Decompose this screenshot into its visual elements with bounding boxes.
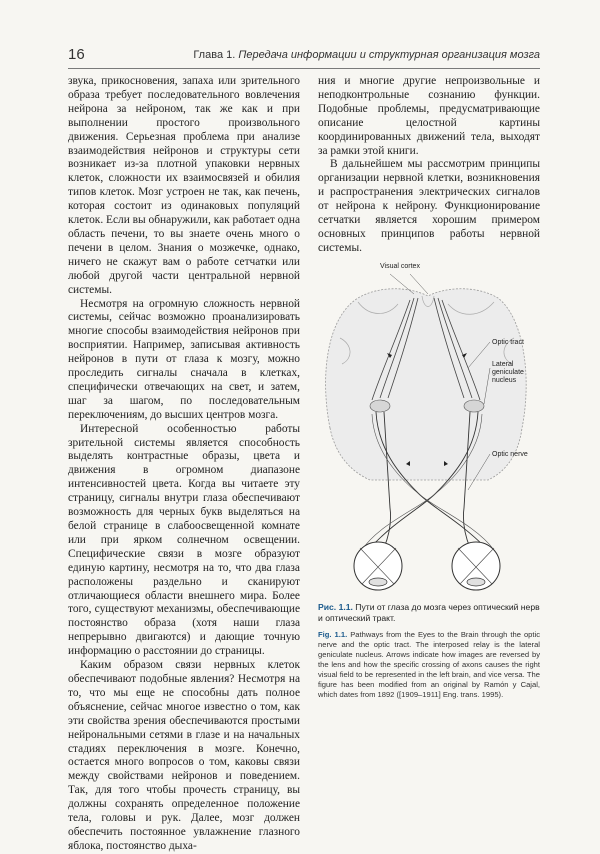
label-optic-tract: Optic tract: [492, 339, 524, 346]
right-lens: [467, 578, 485, 586]
chapter-title: Передача информации и структурная организация мозга: [238, 49, 540, 61]
paragraph: Каким образом связи нервных клеток обеспечивают подобные явления? Несмотря на то, что мы еще не способны дать полное объяснение, сейчас многое известно о том, как эти свойства зрения обеспечиваются простыми нейрональными сетями в глазе и на начальных стадиях переключения в мозге. Конечно, остается много вопросов о том, каковы связи между свойствами нейронов и поведением. Так, для того чтобы прочесть страницу, вы должны сохранять определенное положение тела, головы и рук. Далее, мозг должен обеспечить постоянное увлажнение глазного яблока, постоянство дыха-: [68, 659, 300, 852]
paragraph: звука, прикосновения, запаха или зрительного образа требует последовательного вовлечения нейрона за нейроном, так же как и при выполнении простого произвольного движения. Серьезная проблема при анализе взаимодействия нейронов и структуры сети возникает из-за плотной упаковки нервных клеток, сложности их взаимосвязей и обилия типов клеток. Мозг устроен не так, как печень, которая состоит из одинаковых популяций клеток. Если вы обнаружили, как работает одна область печени, то вы знаете очень много о печени в целом. Знания о мозжечке, однако, ничего не скажут вам о работе сетчатки или любой другой части центральной нервной системы.: [68, 75, 300, 296]
left-text-column: [68, 75, 300, 854]
left-lens: [369, 578, 387, 586]
running-head: [193, 49, 540, 61]
visual-pathway-diagram: [318, 258, 540, 598]
lgn-right: [464, 400, 484, 412]
label-visual-cortex: Visual cortex: [380, 263, 420, 270]
paragraph: ния и многие другие непроизвольные и неподконтрольные сознанию функции. Подобные проблемы, предусматривающие описание целостной картины координированных движений тела, выходят за рамки этой книги.: [318, 75, 540, 157]
label-lgn-2: geniculate: [492, 369, 524, 376]
label-optic-nerve: Optic nerve: [492, 451, 528, 458]
paragraph: Несмотря на огромную сложность нервной системы, сейчас возможно проанализировать многие способы взаимодействия нейронов при восприятии. Например, записывая активность нейронов в пути от глаза к мозгу, можно проследить сигналы сначала в клетках, специфически отвечающих на свет, и затем, шаг за шагом, по последовательным переключениям, до высших центров мозга.: [68, 297, 300, 421]
lgn-left: [370, 400, 390, 412]
right-text-column: [318, 75, 540, 256]
caption-russian: [318, 602, 540, 624]
caption-english: [318, 630, 540, 700]
page-header: [68, 40, 540, 66]
caption-ru-label: Рис. 1.1.: [318, 602, 353, 612]
caption-en-text: Pathways from the Eyes to the Brain through the optic nerve and the optic tract. The interposed relay is the lateral geniculate nucleus. Arrows indicate how images are reversed by the lens and how the specific crossing of axons causes the right visual field to be represented in the left brain, and vice versa. The figure has been modified from an original by Ramón y Cajal, which dates from 1892 ([1909–1911] Eng. trans. 1995).: [318, 630, 540, 699]
paragraph: Интересной особенностью работы зрительной системы является способность выделять контрастные образы, цвета и движения в огромном диапазоне интенсивностей цвета. Когда вы читаете эту страницу, сигналы внутри глаза обеспечивают возможность для черных букв выделяться на белой странице в слабоосвещенной комнате или при ярком солнечном освещении. Специфические связи в мозге образуют единую картину, несмотря на то, что два глаза расположены раздельно и сканируют отличающиеся области внешнего мира. Более того, существуют механизмы, обеспечивающие постоянство образа (хотя наши глаза непрерывно двигаются) и дающие точную информацию о расстоянии до страницы.: [68, 422, 300, 658]
caption-en-label: Fig. 1.1.: [318, 630, 348, 639]
page-number: 16: [68, 46, 85, 63]
label-lgn-3: nucleus: [492, 377, 517, 384]
visual-pathway-figure: [318, 258, 540, 598]
chapter-label: Глава 1.: [193, 49, 236, 61]
header-rule: [68, 68, 540, 69]
label-lgn-1: Lateral: [492, 361, 514, 368]
caption-ru-text: Пути от глаза до мозга через оптический нерв и оптический тракт.: [318, 602, 540, 623]
paragraph: В дальнейшем мы рассмотрим принципы организации нервной клетки, возникновения и распространения электрических сигналов от нейрона к нейрону. Функционирование сетчатки является хорошим примером основных принципов работы нервной системы.: [318, 158, 540, 254]
